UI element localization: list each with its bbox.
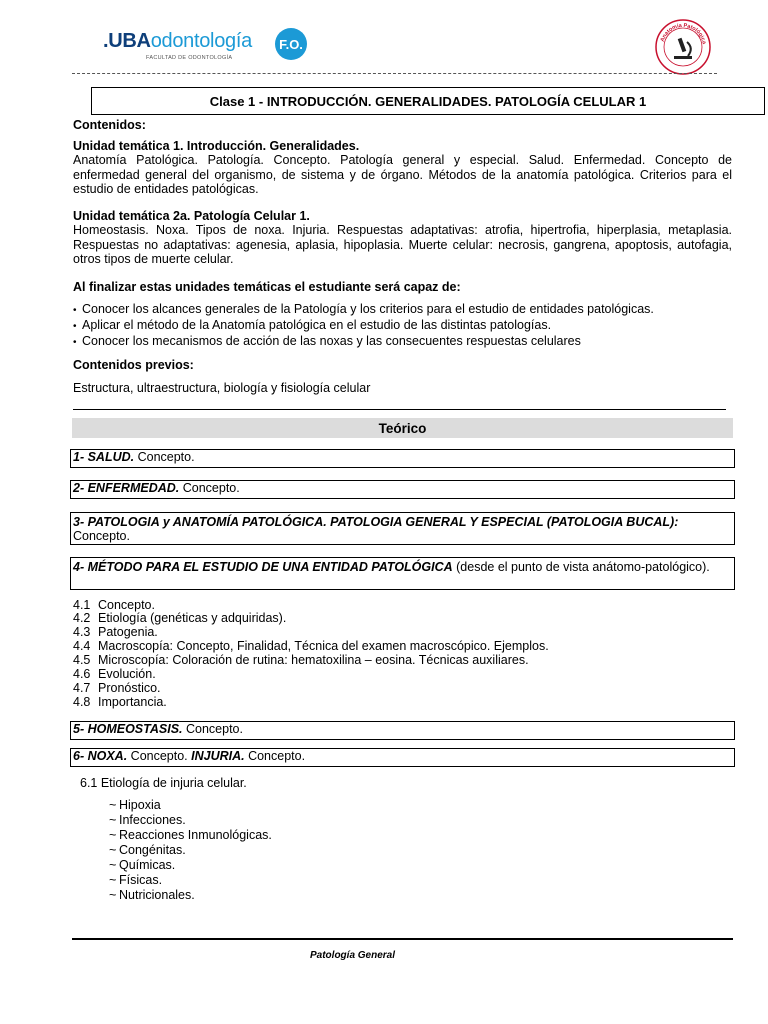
- injuria-item: ~ Físicas.: [109, 873, 163, 887]
- injuria-item: ~ Congénitas.: [109, 843, 186, 857]
- section-homeostasis: 5- HOMEOSTASIS. Concepto.: [70, 721, 735, 740]
- section-patologia: 3- PATOLOGIA y ANATOMÍA PATOLÓGICA. PATOLOGIA GENERAL Y ESPECIAL (PATOLOGIA BUCAL): Concepto.: [70, 512, 735, 545]
- s4-item: 4.5 Microscopía: Coloración de rutina: hematoxilina – eosina. Técnicas auxiliares.: [73, 653, 529, 667]
- objetivo-item: • Aplicar el método de la Anatomía patológica en el estudio de las distintas patologías.: [73, 318, 552, 332]
- injuria-item: ~ Hipoxia: [109, 798, 161, 812]
- objetivo-item: • Conocer los mecanismos de acción de las noxas y las consecuentes respuestas celulares: [73, 334, 581, 348]
- injuria-item: ~ Reacciones Inmunológicas.: [109, 828, 272, 842]
- contenidos-label: Contenidos:: [73, 118, 146, 132]
- section-noxa: 6- NOXA. Concepto. INJURIA. Concepto.: [70, 748, 735, 767]
- previos-heading: Contenidos previos:: [73, 358, 194, 372]
- s4-item: 4.3 Patogenia.: [73, 625, 158, 639]
- unidad2-heading: Unidad temática 2a. Patología Celular 1.: [73, 209, 310, 223]
- section-metodo: 4- MÉTODO PARA EL ESTUDIO DE UNA ENTIDAD PATOLÓGICA (desde el punto de vista anátomo-patológico).: [70, 557, 735, 590]
- injuria-item: ~ Infecciones.: [109, 813, 186, 827]
- teorico-header: Teórico: [72, 418, 733, 438]
- s4-item: 4.8 Importancia.: [73, 695, 167, 709]
- uba-logo-subtitle: FACULTAD DE ODONTOLOGÍA: [146, 55, 233, 61]
- svg-text:Anatomía Patológica: Anatomía Patológica: [659, 22, 707, 45]
- section-salud: 1- SALUD. Concepto.: [70, 449, 735, 468]
- footer-divider: [72, 938, 733, 940]
- unidad2-body: Homeostasis. Noxa. Tipos de noxa. Injuria. Respuestas adaptativas: atrofia, hipertrofia, hiperplasia, metaplasia. Respuestas no adaptativas: agenesia, aplasia, hipoplasia. Muerte celular: necrosis, gangrena, apoptosis, autofagia, otros tipos de muerte celular.: [73, 223, 732, 266]
- s4-item: 4.1 Concepto.: [73, 598, 155, 612]
- s4-item: 4.2 Etiología (genéticas y adquiridas).: [73, 611, 287, 625]
- s4-item: 4.4 Macroscopía: Concepto, Finalidad, Técnica del examen macroscópico. Ejemplos.: [73, 639, 549, 653]
- unidad1-heading: Unidad temática 1. Introducción. Generalidades.: [73, 139, 360, 153]
- injuria-item: ~ Nutricionales.: [109, 888, 195, 902]
- unidad1-body: Anatomía Patológica. Patología. Concepto. Patología general y especial. Salud. Enfermedad. Concepto de enfermedad general del organismo, de sistema y de órgano. Métodos de la anatomía patológica. Criterios para el estudio de entidades patológicas.: [73, 153, 732, 196]
- section-enfermedad: 2- ENFERMEDAD. Concepto.: [70, 480, 735, 499]
- class-title: Clase 1 - INTRODUCCIÓN. GENERALIDADES. PATOLOGÍA CELULAR 1: [91, 87, 765, 115]
- footer-title: Patología General: [310, 950, 396, 961]
- fo-logo-badge: F.O.: [275, 28, 307, 60]
- anatomia-patologica-seal-icon: [654, 18, 712, 76]
- injuria-item: ~ Químicas.: [109, 858, 176, 872]
- s4-item: 4.6 Evolución.: [73, 667, 156, 681]
- s6-subheading: 6.1 Etiología de injuria celular.: [80, 776, 247, 790]
- section-divider: [73, 409, 726, 410]
- previos-body: Estructura, ultraestructura, biología y fisiología celular: [73, 381, 371, 395]
- objetivo-item: • Conocer los alcances generales de la Patología y los criterios para el estudio de entidades patológicas.: [73, 302, 654, 316]
- uba-logo: .UBAodontología: [103, 30, 252, 52]
- objetivos-heading: Al finalizar estas unidades temáticas el estudiante será capaz de:: [73, 280, 461, 294]
- header-divider: [72, 73, 717, 74]
- s4-item: 4.7 Pronóstico.: [73, 681, 161, 695]
